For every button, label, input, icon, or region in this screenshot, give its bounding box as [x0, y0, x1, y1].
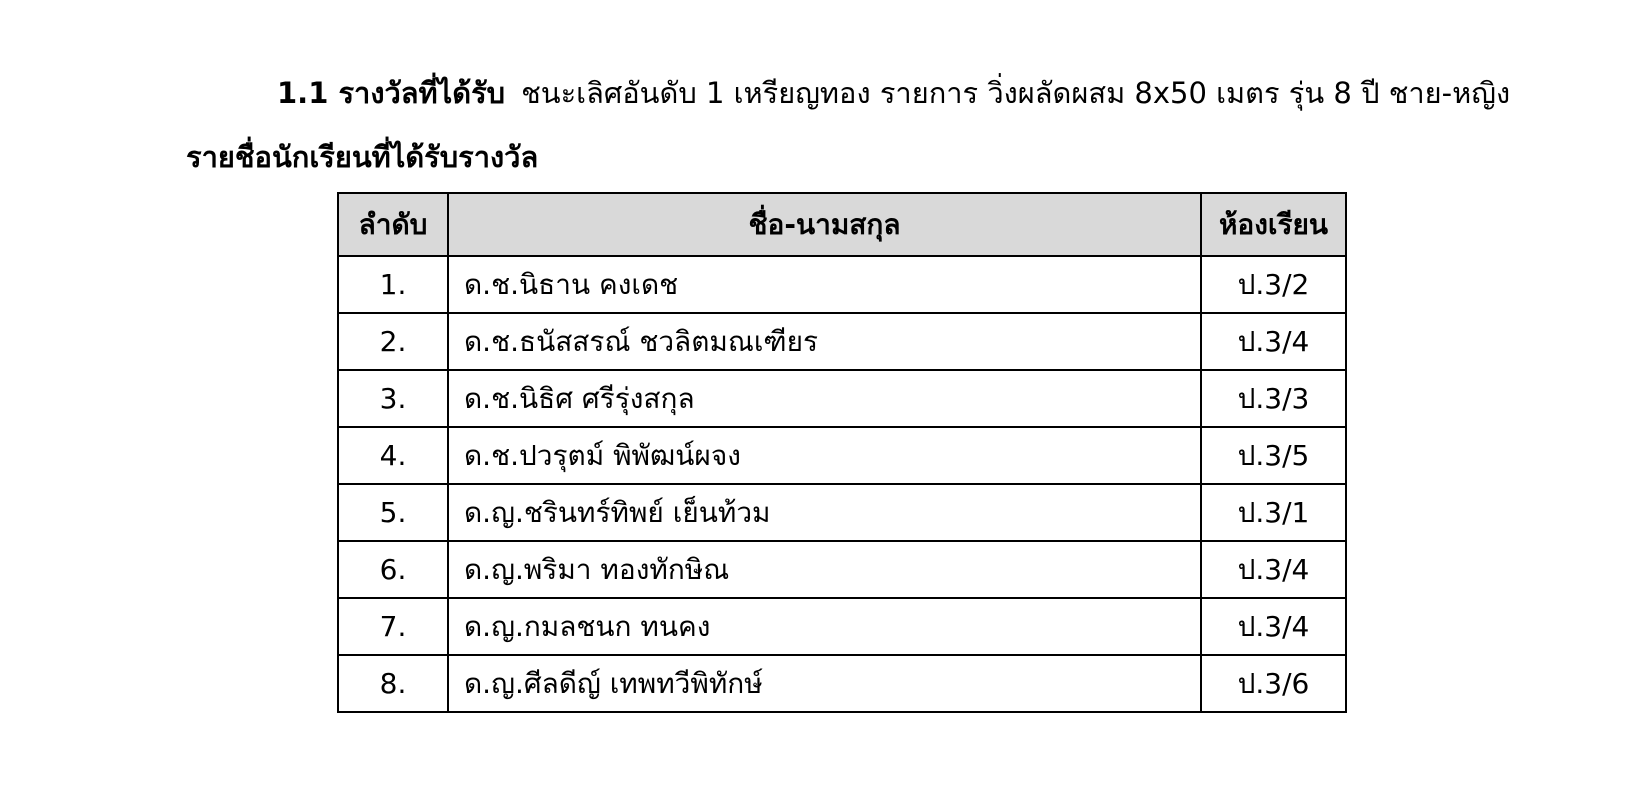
table-row [338, 655, 1346, 712]
rank-cell: 6. [338, 541, 448, 598]
rank-cell: 7. [338, 598, 448, 655]
name-cell: ด.ช.ปวรุตม์ พิพัฒน์ผจง [448, 427, 1201, 484]
table-row [338, 313, 1346, 370]
awardees-table [337, 192, 1347, 713]
table-row [338, 256, 1346, 313]
column-header-name: ชื่อ-นามสกุล [448, 193, 1201, 256]
table-row [338, 427, 1346, 484]
table-body [338, 256, 1346, 712]
rank-cell: 4. [338, 427, 448, 484]
rank-cell: 5. [338, 484, 448, 541]
classroom-cell: ป.3/3 [1201, 370, 1346, 427]
name-cell: ด.ช.ธนัสสรณ์ ชวลิตมณเฑียร [448, 313, 1201, 370]
rank-cell: 3. [338, 370, 448, 427]
section-heading-title: 1.1 รางวัลที่ได้รับ [277, 76, 506, 110]
rank-cell: 1. [338, 256, 448, 313]
classroom-cell: ป.3/5 [1201, 427, 1346, 484]
table-header-row [338, 193, 1346, 256]
table-row [338, 541, 1346, 598]
classroom-cell: ป.3/4 [1201, 541, 1346, 598]
classroom-cell: ป.3/6 [1201, 655, 1346, 712]
name-cell: ด.ช.นิธาน คงเดช [448, 256, 1201, 313]
classroom-cell: ป.3/1 [1201, 484, 1346, 541]
name-cell: ด.ช.นิธิศ ศรีรุ่งสกุล [448, 370, 1201, 427]
table-row [338, 370, 1346, 427]
section-heading-detail: ชนะเลิศอันดับ 1 เหรียญทอง รายการ วิ่งผลัดผสม 8x50 เมตร รุ่น 8 ปี ชาย-หญิง [521, 76, 1511, 110]
table-row [338, 598, 1346, 655]
section-heading [277, 74, 1510, 113]
classroom-cell: ป.3/2 [1201, 256, 1346, 313]
rank-cell: 2. [338, 313, 448, 370]
awardees-subheading: รายชื่อนักเรียนที่ได้รับรางวัล [186, 140, 539, 174]
name-cell: ด.ญ.กมลชนก ทนคง [448, 598, 1201, 655]
name-cell: ด.ญ.ศีลดีญ์ เทพทวีพิทักษ์ [448, 655, 1201, 712]
classroom-cell: ป.3/4 [1201, 598, 1346, 655]
table-row [338, 484, 1346, 541]
rank-cell: 8. [338, 655, 448, 712]
classroom-cell: ป.3/4 [1201, 313, 1346, 370]
name-cell: ด.ญ.ชรินทร์ทิพย์ เย็นท้วม [448, 484, 1201, 541]
name-cell: ด.ญ.พริมา ทองทักษิณ [448, 541, 1201, 598]
column-header-classroom: ห้องเรียน [1201, 193, 1346, 256]
column-header-rank: ลำดับ [338, 193, 448, 256]
